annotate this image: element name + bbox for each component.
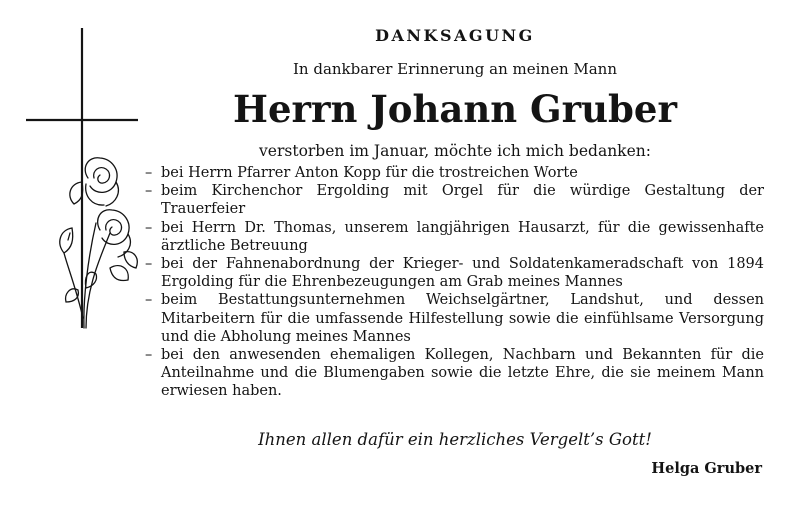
closing-line: Ihnen allen dafür ein herzliches Vergelt’s Gott!	[258, 430, 652, 449]
list-item: – bei Herrn Dr. Thomas, unserem langjährigen Hausarzt, für die gewissenhafte ärztliche Betreuung	[145, 219, 764, 255]
signature: Helga Gruber	[651, 460, 762, 477]
cross-with-roses	[26, 28, 146, 348]
list-item: – bei Herrn Pfarrer Anton Kopp für die trostreichen Worte	[145, 164, 764, 182]
intro-line: In dankbarer Erinnerung an meinen Mann	[292, 60, 618, 78]
roses-icon	[60, 158, 137, 328]
deceased-name: Herrn Johann Gruber	[233, 87, 677, 131]
list-item: – bei den anwesenden ehemaligen Kollegen, Nachbarn und Bekannten für die Anteilnahme und die Blumengaben sowie die letzte Ehre, die sie meinem Mann erwiesen haben.	[145, 346, 764, 401]
died-line: verstorben im Januar, möchte ich mich bedanken:	[259, 142, 651, 160]
thanks-list	[145, 164, 764, 401]
list-item: – beim Kirchenchor Ergolding mit Orgel für die würdige Gestaltung der Trauerfeier	[145, 182, 764, 218]
list-item: – bei der Fahnenabordnung der Krieger- und Soldatenkameradschaft von 1894 Ergolding für die Ehrenbezeugungen am Grab meines Mannes	[145, 255, 764, 291]
list-item: – beim Bestattungsunternehmen Weichselgärtner, Landshut, und dessen Mitarbeitern für die umfassende Hilfestellung sowie die einfühlsame Versorgung und die Abholung meines Mannes	[145, 291, 764, 346]
cross-icon	[26, 28, 138, 328]
notice-heading: DANKSAGUNG	[375, 26, 535, 45]
